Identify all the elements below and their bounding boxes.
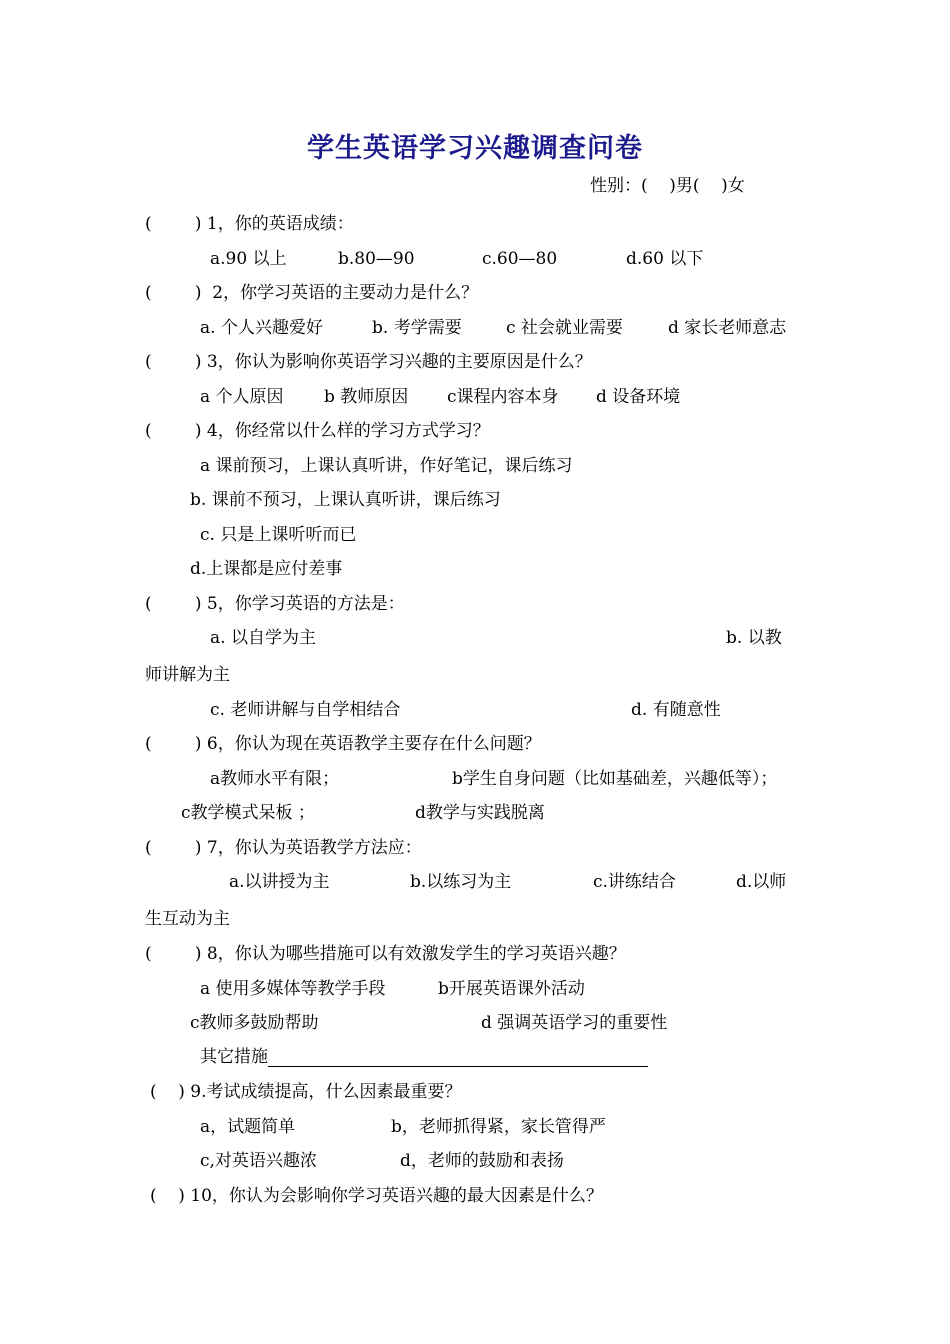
option-d: d 强调英语学习的重要性 <box>481 1013 668 1033</box>
option-d: d 家长老师意志 <box>668 318 787 338</box>
option-b: b. 以教 <box>726 628 782 648</box>
option-d: d，老师的鼓励和表扬 <box>400 1151 564 1171</box>
option-d: d教学与实践脱离 <box>415 803 545 823</box>
option-c: c.60—80 <box>482 249 558 269</box>
question-stem: ( ) 2，你学习英语的主要动力是什么？ <box>145 283 479 303</box>
question-stem: ( ) 6，你认为现在英语教学主要存在什么问题？ <box>145 734 541 754</box>
option-c: c. 只是上课听听而已 <box>200 525 357 545</box>
document-title: 学生英语学习兴趣调查问卷 <box>307 133 643 164</box>
option-b: b 教师原因 <box>324 387 409 407</box>
option-a: a. 以自学为主 <box>210 628 316 648</box>
question-stem: ( ) 5，你学习英语的方法是： <box>145 594 405 614</box>
option-a: a.90 以上 <box>210 249 287 269</box>
option-b: b. 考学需要 <box>372 318 462 338</box>
option-c: c,对英语兴趣浓 <box>200 1151 317 1171</box>
option-d: d 设备环境 <box>596 387 681 407</box>
option-d-continued: 生互动为主 <box>145 909 230 929</box>
option-c: c教师多鼓励帮助 <box>190 1013 319 1033</box>
other-measures-label: 其它措施 <box>200 1047 268 1067</box>
option-b: b.以练习为主 <box>410 872 512 892</box>
option-c: c课程内容本身 <box>447 387 559 407</box>
option-d: d. 有随意性 <box>631 700 721 720</box>
option-b-continued: 师讲解为主 <box>145 665 230 685</box>
option-a: a 课前预习，上课认真听讲，作好笔记，课后练习 <box>200 456 573 476</box>
option-a: a 使用多媒体等教学手段 <box>200 979 386 999</box>
option-b: b. 课前不预习，上课认真听讲，课后练习 <box>190 490 501 510</box>
option-a: a教师水平有限； <box>210 769 340 789</box>
gender-line: 性别：( )男( )女 <box>590 176 745 196</box>
question-stem: ( ) 8，你认为哪些措施可以有效激发学生的学习英语兴趣？ <box>145 944 626 964</box>
question-stem: ( ) 7，你认为英语教学方法应： <box>145 838 422 858</box>
question-stem: ( ) 9.考试成绩提高，什么因素最重要？ <box>150 1082 462 1102</box>
option-a: a，试题简单 <box>200 1117 296 1137</box>
option-b: b，老师抓得紧，家长管得严 <box>391 1117 606 1137</box>
option-d: d.上课都是应付差事 <box>190 559 343 579</box>
other-measures-line <box>200 1047 648 1067</box>
option-a: a 个人原因 <box>200 387 284 407</box>
option-b: b学生自身问题（比如基础差，兴趣低等）； <box>452 769 778 789</box>
option-a: a. 个人兴趣爱好 <box>200 318 323 338</box>
option-b: b.80—90 <box>338 249 415 269</box>
question-stem: ( ) 1，你的英语成绩： <box>145 214 354 234</box>
option-c: c 社会就业需要 <box>506 318 623 338</box>
question-stem: ( ) 3，你认为影响你英语学习兴趣的主要原因是什么？ <box>145 352 592 372</box>
option-a: a.以讲授为主 <box>229 872 330 892</box>
question-stem: ( ) 4，你经常以什么样的学习方式学习？ <box>145 421 490 441</box>
option-d: d.以师 <box>736 872 787 892</box>
option-c: c.讲练结合 <box>593 872 676 892</box>
question-stem: ( ) 10，你认为会影响你学习英语兴趣的最大因素是什么？ <box>150 1186 603 1206</box>
option-b: b开展英语课外活动 <box>438 979 585 999</box>
other-measures-blank <box>268 1050 648 1067</box>
option-d: d.60 以下 <box>626 249 704 269</box>
option-c: c. 老师讲解与自学相结合 <box>210 700 401 720</box>
option-c: c教学模式呆板 ； <box>181 803 315 823</box>
